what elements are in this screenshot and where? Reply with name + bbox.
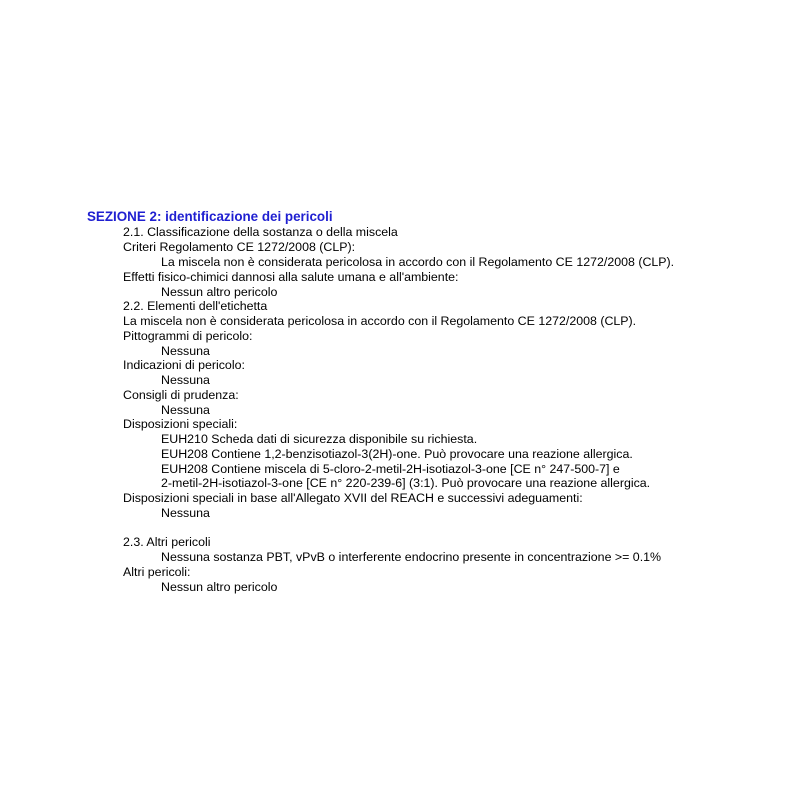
special-provision-euh208-a: EUH208 Contiene 1,2-benzisotiazol-3(2H)-one. Può provocare una reazione allergica.	[161, 447, 633, 461]
pbt-vpvb-statement: Nessuna sostanza PBT, vPvB o interferente endocrino presente in concentrazione >= 0.1%	[161, 550, 662, 564]
label-elements-text: La miscela non è considerata pericolosa in accordo con il Regolamento CE 1272/2008 (CLP).	[123, 314, 637, 328]
criteria-label: Criteri Regolamento CE 1272/2008 (CLP):	[123, 240, 356, 254]
subsection-heading-2-3: 2.3. Altri pericoli	[123, 535, 211, 549]
subsection-heading-2-2: 2.2. Elementi dell'etichetta	[123, 299, 268, 313]
precautionary-value: Nessuna	[161, 403, 210, 417]
reach-provisions-label: Disposizioni speciali in base all'Allegato XVII del REACH e successivi adeguamenti:	[123, 491, 583, 505]
precautionary-label: Consigli di prudenza:	[123, 388, 239, 402]
criteria-value: La miscela non è considerata pericolosa in accordo con il Regolamento CE 1272/2008 (CLP).	[161, 255, 675, 269]
special-provisions-label: Disposizioni speciali:	[123, 417, 238, 431]
subsection-heading-2-1: 2.1. Classificazione della sostanza o della miscela	[123, 225, 398, 239]
section-title: SEZIONE 2: identificazione dei pericoli	[87, 209, 333, 224]
special-provision-euh210: EUH210 Scheda dati di sicurezza disponibile su richiesta.	[161, 432, 478, 446]
reach-provisions-value: Nessuna	[161, 506, 210, 520]
other-hazards-value: Nessun altro pericolo	[161, 580, 278, 594]
effects-label: Effetti fisico-chimici dannosi alla salute umana e all'ambiente:	[123, 270, 459, 284]
special-provision-euh208-b: EUH208 Contiene miscela di 5-cloro-2-metil-2H-isotiazol-3-one [CE n° 247-500-7] e	[161, 462, 620, 476]
pictograms-label: Pittogrammi di pericolo:	[123, 329, 253, 343]
special-provision-euh208-b-cont: 2-metil-2H-isotiazol-3-one [CE n° 220-239-6] (3:1). Può provocare una reazione allergica.	[161, 476, 651, 490]
other-hazards-label: Altri pericoli:	[123, 565, 191, 579]
pictograms-value: Nessuna	[161, 344, 210, 358]
hazard-statements-value: Nessuna	[161, 373, 210, 387]
hazard-statements-label: Indicazioni di pericolo:	[123, 358, 245, 372]
effects-value: Nessun altro pericolo	[161, 285, 278, 299]
